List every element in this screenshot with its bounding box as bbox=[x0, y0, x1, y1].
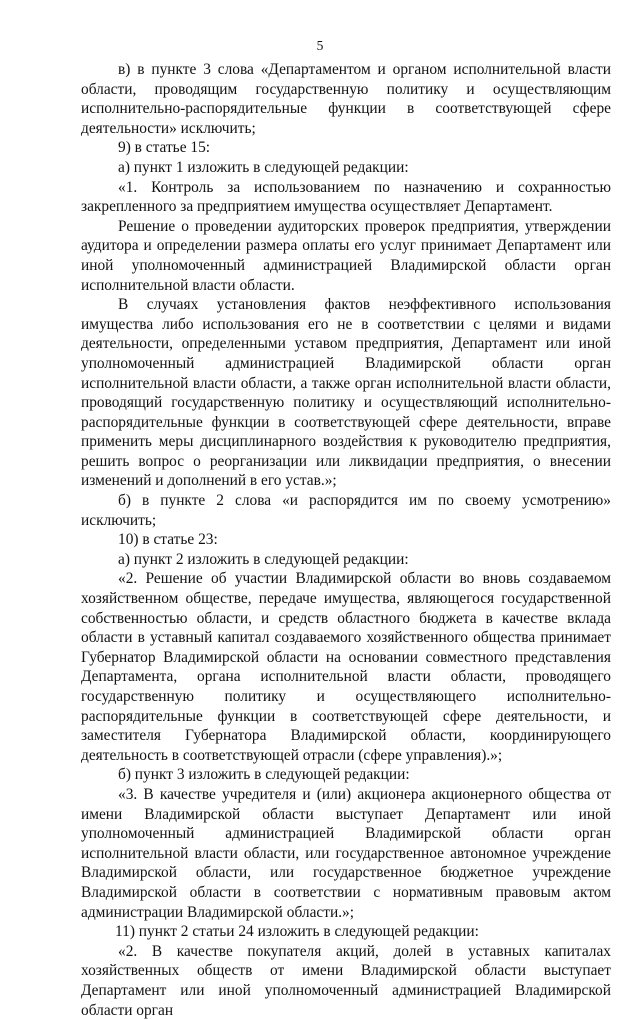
paragraph-item-9a: а) пункт 1 изложить в следующей редакции: bbox=[118, 158, 409, 176]
paragraph-item-10a: а) пункт 2 изложить в следующей редакции: bbox=[118, 550, 409, 568]
paragraph-quote-1: «1. Контроль за использованием по назначению и сохранностью закрепленного за предприятием имущества осуществляет Департамент. bbox=[81, 178, 611, 216]
paragraph-item-10b: б) пункт 3 изложить в следующей редакции: bbox=[118, 766, 410, 784]
paragraph-quote-2: «2. Решение об участии Владимирской области во вновь создаваемом хозяйственном обществе, передаче имущества, являющегося государственной собственностью области, и средств областного бюджета в качестве вклада области в уставный капитал создаваемого хозяйственного общества принимает Губернатор Владимирской области на основании совместного представления Департамента, органа исполнительной власти области, проводящего государственную политику и осуществляющего исполнительно-распорядительные функции в соответствующей сфере деятельности, и заместителя Губернатора Владимирской области, координирующего деятельность в соответствующей отрасли (сфере управления).»; bbox=[81, 570, 611, 764]
paragraph-quote-3: «3. В качестве учредителя и (или) акционера акционерного общества от имени Владимирской области выступает Департамент или иной уполномоченный администрацией Владимирской области орган исполнительной власти области, или государственное автономное учреждение Владимирской области, или государственное бюджетное учреждение Владимирской области в соответствии с нормативным правовым актом администрации Владимирской области.»; bbox=[81, 785, 611, 921]
paragraph-inefficient-use: В случаях установления фактов неэффективного использования имущества либо использования его не в соответствии с целями и видами деятельности, определенными уставом предприятия, Департамент или иной уполномоченный администрацией Владимирской области орган исполнительной власти области, а также орган исполнительной власти области, проводящий государственную политику и осуществляющий исполнительно-распорядительные функции в соответствующей сфере деятельности, вправе применить меры дисциплинарного воздействия к руководителю предприятия, решить вопрос о реорганизации или ликвидации предприятия, о внесении изменений и дополнений в его устав.»; bbox=[81, 296, 611, 490]
paragraph-item-10: 10) в статье 23: bbox=[118, 531, 218, 549]
page-number: 5 bbox=[316, 38, 324, 53]
paragraph-audit-decision: Решение о проведении аудиторских проверок предприятия, утверждении аудитора и определении размера оплаты его услуг принимает Департамент или иной уполномоченный администрацией Владимирской области орган исполнительной власти области. bbox=[81, 217, 611, 294]
paragraph-quote-2-article-24: «2. В качестве покупателя акций, долей в уставных капиталах хозяйственных обществ от имени Владимирской области выступает Департамент или иной уполномоченный администрацией Владимирской области орган bbox=[81, 942, 611, 1019]
paragraph-item-9: 9) в статье 15: bbox=[118, 139, 211, 157]
paragraph-item-9b: б) в пункте 2 слова «и распорядится им по своему усмотрению» исключить; bbox=[81, 492, 611, 529]
document-body bbox=[81, 60, 611, 1020]
paragraph-item-11: 11) пункт 2 статьи 24 изложить в следующей редакции: bbox=[115, 923, 479, 941]
paragraph-amendment-v: в) в пункте 3 слова «Департаментом и органом исполнительной власти области, проводящим государственную политику и осуществляющим исполнительно-распорядительные функции в соответствующей сфере деятельности» исключить; bbox=[81, 61, 611, 137]
